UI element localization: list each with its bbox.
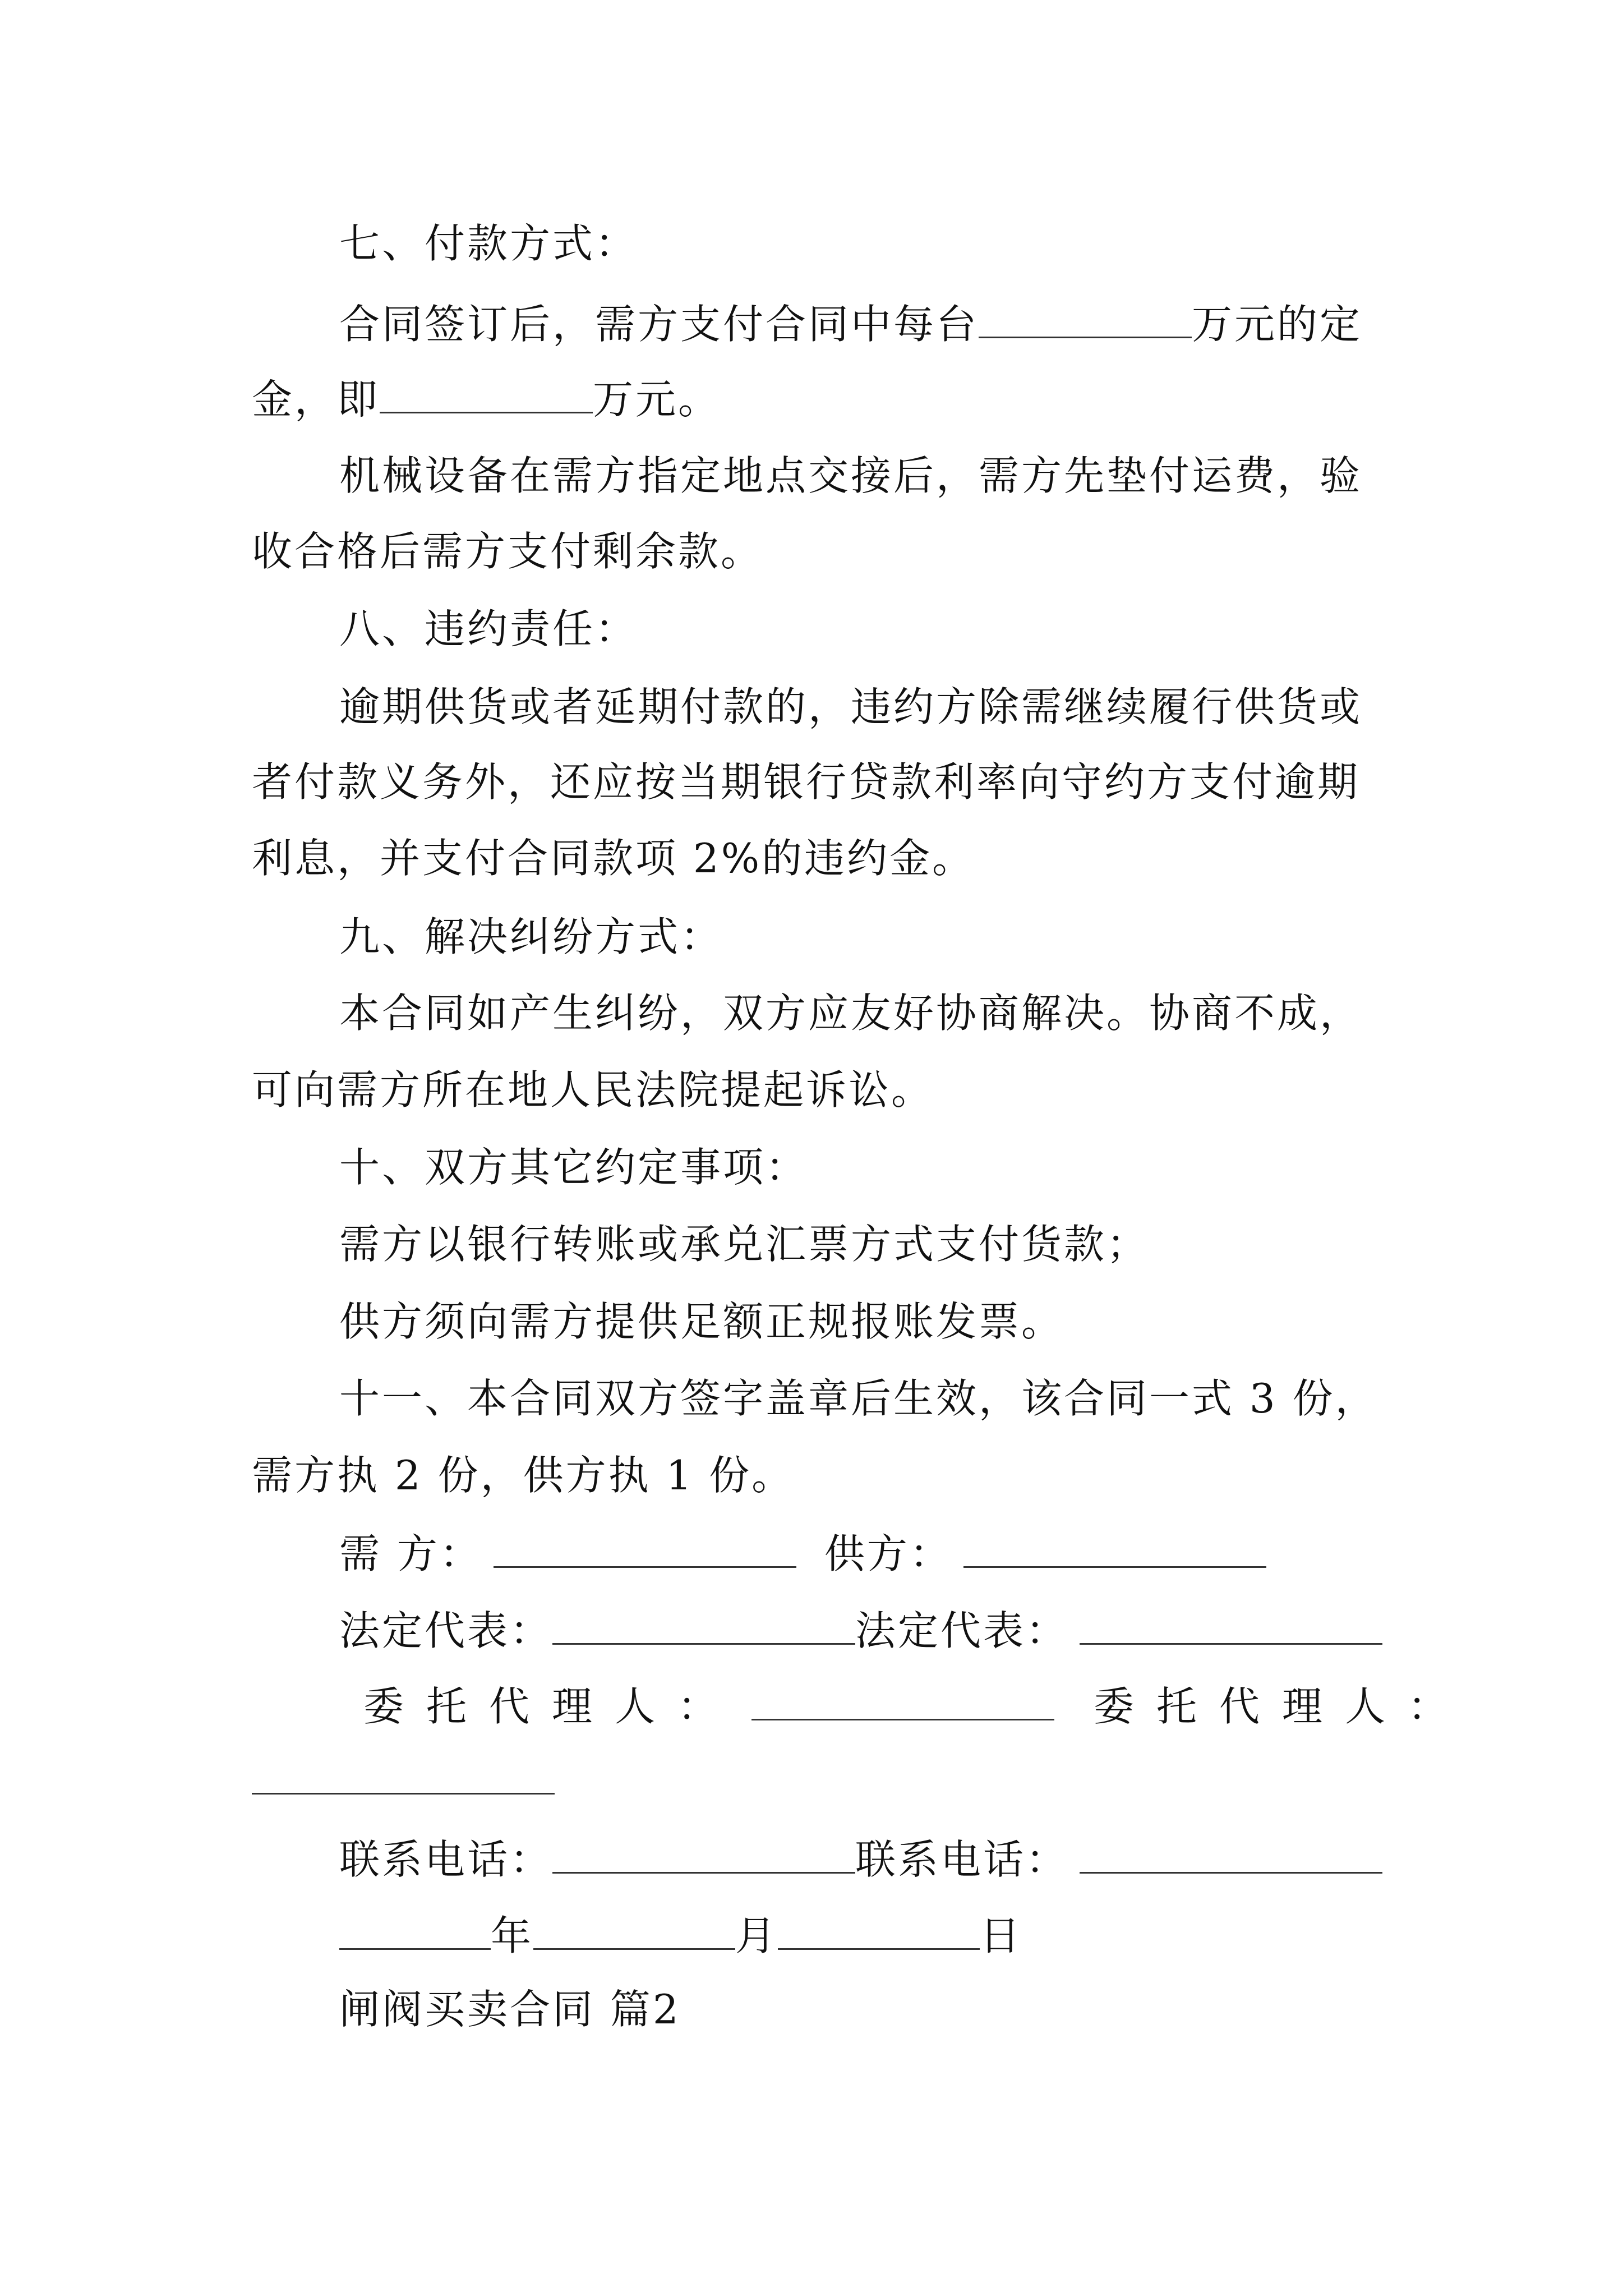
day-blank [778,1907,980,1950]
section7-heading: 七、付款方式： [339,220,638,267]
signature-legal-rep-row [339,1602,1382,1658]
legal-rep-label-buyer: 法定代表： [339,1607,553,1654]
section7-p1-line2-after: 万元。 [593,376,721,423]
section10-item1: 需方以银行转账或承兑汇票方式支付货款； [339,1221,1150,1268]
section8-line1: 逾期供货或者延期付款的，违约方除需继续履行供货或 [339,683,1363,730]
legal-rep-blank-supplier [1080,1602,1382,1645]
section7-paragraph1-line2 [252,370,721,426]
section9-line2: 可向需方所在地人民法院提起诉讼。 [252,1066,934,1114]
legal-rep-label-supplier: 法定代表： [855,1607,1069,1654]
agent-label-supplier: 委托代理人： [1094,1683,1471,1730]
deposit-total-blank [380,370,593,413]
legal-rep-blank-buyer [552,1602,855,1645]
day-label: 日 [980,1912,1023,1959]
signature-agent-row [363,1677,1470,1733]
section10-item2: 供方须向需方提供足额正规报账发票。 [339,1298,1064,1345]
section11-line2: 需方执 2 份，供方执 1 份。 [252,1452,795,1499]
section8-heading: 八、违约责任： [339,605,638,652]
section7-paragraph2-line1: 机械设备在需方指定地点交接后，需方先垫付运费，验 [339,452,1363,499]
phone-label-supplier: 联系电话： [855,1836,1069,1883]
year-blank [339,1907,491,1950]
phone-blank-supplier [1080,1830,1382,1874]
agent-label-buyer: 委托代理人： [363,1683,741,1730]
supplier-label: 供方： [824,1530,952,1577]
phone-label-buyer: 联系电话： [339,1836,553,1883]
month-label: 月 [735,1912,778,1959]
section7-paragraph1-line1 [339,295,1362,351]
section7-p1-before: 合同签订后，需方支付合同中每台 [339,301,979,348]
section7-paragraph2-line2: 收合格后需方支付剩余款。 [252,528,764,575]
section8-line3: 利息，并支付合同款项 2%的违约金。 [252,835,975,882]
section7-p1-after: 万元的定 [1192,301,1363,348]
agent-blank-buyer [751,1677,1054,1720]
phone-blank-buyer [552,1830,855,1874]
agent-blank-supplier [252,1793,555,1795]
section8-line2: 者付款义务外，还应按当期银行贷款利率向守约方支付逾期 [252,758,1361,806]
next-contract-title: 闸阀买卖合同 篇2 [339,1986,681,2033]
supplier-signature-blank [963,1525,1266,1568]
per-unit-deposit-blank [979,295,1192,338]
year-label: 年 [491,1912,534,1959]
section10-heading: 十、双方其它约定事项： [339,1144,809,1191]
section11-line1: 十一、本合同双方签字盖章后生效，该合同一式 3 份， [339,1375,1378,1422]
signature-date-row [339,1907,1022,1963]
signature-phone-row [339,1830,1382,1887]
section9-line1: 本合同如产生纠纷，双方应友好协商解决。协商不成， [339,990,1363,1037]
section9-heading: 九、解决纠纷方式： [339,913,723,960]
buyer-label: 需 方： [339,1530,482,1577]
signature-party-row [339,1525,1266,1581]
buyer-signature-blank [494,1525,796,1568]
month-blank [533,1907,735,1950]
section7-p1-line2-before: 金，即 [252,376,380,423]
